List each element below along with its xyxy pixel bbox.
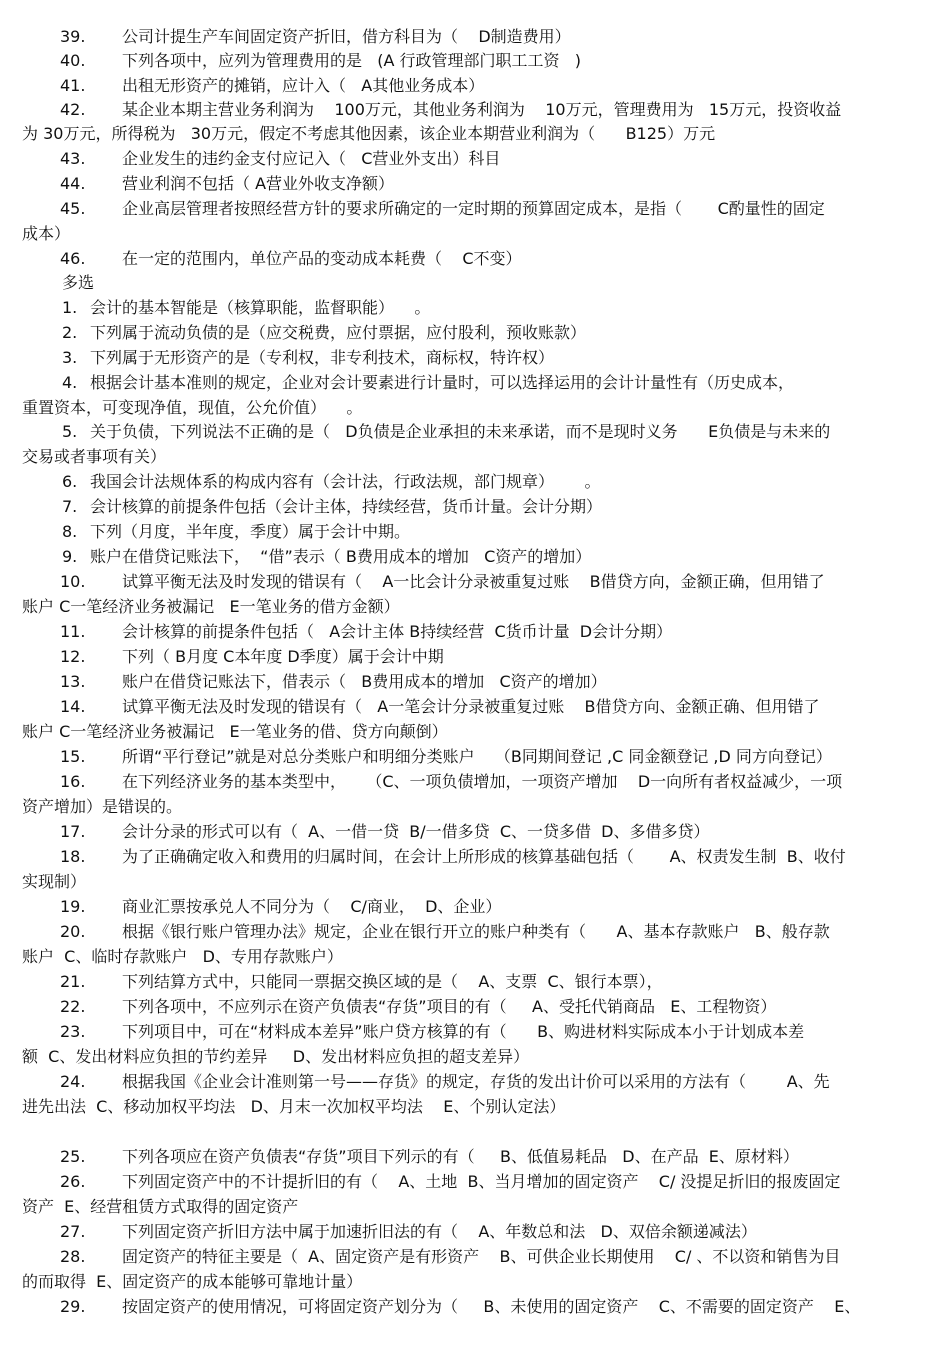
item-number: 39. — [60, 27, 86, 46]
line-text: 下列结算方式中，只能同一票据交换区域的是（ A、支票 C、银行本票）， — [122, 972, 663, 991]
item-number: 29. — [60, 1297, 86, 1316]
text-line — [22, 1096, 565, 1118]
item-number: 23. — [60, 1022, 86, 1041]
text-line — [22, 397, 362, 419]
line-text: 在一定的范围内，单位产品的变动成本耗费（ C不变） — [122, 249, 522, 268]
line-text: 额 C、发出材料应负担的节约差异 D、发出材料应负担的超支差异） — [22, 1047, 530, 1066]
text-line — [22, 946, 343, 968]
item-number: 43. — [60, 149, 86, 168]
item-number: 15. — [60, 747, 86, 766]
text-line — [60, 26, 571, 48]
text-line — [60, 846, 846, 868]
line-text: 在下列经济业务的基本类型中， （C、一项负债增加，一项资产增加 D一向所有者权益减少，一项 — [122, 772, 843, 791]
line-text: 资产增加）是错误的。 — [22, 797, 183, 816]
text-line — [60, 771, 842, 793]
line-text: 的而取得 E、固定资产的成本能够可靠地计量） — [22, 1272, 363, 1291]
text-line — [62, 421, 830, 443]
text-line — [22, 446, 166, 468]
text-line — [22, 1271, 362, 1293]
line-text: 为了正确确定收入和费用的归属时间，在会计上所形成的核算基础包括（ A、权责发生制 B、收付 — [122, 847, 846, 866]
line-text: 我国会计法规体系的构成内容有（会计法，行政法规，部门规章） 。 — [90, 472, 601, 491]
text-line — [62, 272, 94, 294]
line-text: 出租无形资产的摊销，应计入（ A其他业务成本） — [122, 76, 485, 95]
line-text: 资产 E、经营租赁方式取得的固定资产 — [22, 1197, 299, 1216]
text-line — [60, 1171, 840, 1193]
text-line — [60, 148, 500, 170]
text-line — [22, 596, 400, 618]
item-number: 24. — [60, 1072, 86, 1091]
text-line — [60, 621, 672, 643]
line-text: 下列属于流动负债的是（应交税费，应付票据，应付股利，预收账款） — [90, 323, 587, 342]
text-line — [60, 99, 841, 121]
text-line — [62, 322, 586, 344]
item-number: 12. — [60, 647, 86, 666]
item-number: 40. — [60, 51, 86, 70]
line-text: 企业高层管理者按照经营方针的要求所确定的一定时期的预算固定成本，是指（ C酌量性的固定 — [122, 199, 825, 218]
line-text: 营业利润不包括（ A营业外收支净额） — [122, 174, 395, 193]
line-text: 重置资本，可变现净值，现值，公允价值） 。 — [22, 398, 363, 417]
item-number: 20. — [60, 922, 86, 941]
line-text: 多选 — [62, 273, 95, 292]
text-line — [22, 721, 448, 743]
item-number: 22. — [60, 997, 86, 1016]
line-text: 下列各项应在资产负债表“存货”项目下列示的有（ B、低值易耗品 D、在产品 E、原材料） — [122, 1147, 799, 1166]
line-text: 会计核算的前提条件包括（ A会计主体 B持续经营 C货币计量 D会计分期） — [122, 622, 673, 641]
item-number: 41. — [60, 76, 86, 95]
text-line — [60, 1246, 840, 1268]
line-text: 账户 C一笔经济业务被漏记 E一笔业务的借、贷方向颠倒） — [22, 722, 448, 741]
text-line — [60, 571, 825, 593]
text-line — [60, 248, 522, 270]
text-line — [60, 921, 830, 943]
line-text: 交易或者事项有关） — [22, 447, 167, 466]
line-text: 下列项目中，可在“材料成本差异”账户贷方核算的有（ B、购进材料实际成本小于计划成本差 — [122, 1022, 805, 1041]
item-number: 4. — [62, 373, 78, 392]
text-line — [60, 1296, 860, 1318]
line-text: 会计核算的前提条件包括（会计主体，持续经营，货币计量。会计分期） — [90, 497, 603, 516]
line-text: 按固定资产的使用情况，可将固定资产划分为（ B、未使用的固定资产 C、不需要的固定资产 E、 — [122, 1297, 861, 1316]
item-number: 10. — [60, 572, 86, 591]
item-number: 28. — [60, 1247, 86, 1266]
item-number: 16. — [60, 772, 86, 791]
item-number: 11. — [60, 622, 86, 641]
item-number: 2. — [62, 323, 78, 342]
text-line — [60, 646, 444, 668]
item-number: 13. — [60, 672, 86, 691]
item-number: 26. — [60, 1172, 86, 1191]
item-number: 42. — [60, 100, 86, 119]
text-line — [60, 75, 484, 97]
item-number: 6. — [62, 472, 78, 491]
line-text: 根据会计基本准则的规定，企业对会计要素进行计量时，可以选择运用的会计计量性有（历史成本， — [90, 373, 795, 392]
line-text: 账户 C一笔经济业务被漏记 E一笔业务的借方金额） — [22, 597, 400, 616]
line-text: 企业发生的违约金支付应记入（ C营业外支出）科目 — [122, 149, 501, 168]
text-line — [60, 671, 607, 693]
line-text: 固定资产的特征主要是（ A、固定资产是有形资产 B、可供企业长期使用 C/ 、不以资和销售为目 — [122, 1247, 841, 1266]
line-text: 下列各项中，应列为管理费用的是 (A 行政管理部门职工工资 ) — [122, 51, 582, 70]
text-line — [62, 297, 430, 319]
text-line — [60, 746, 832, 768]
text-line — [22, 223, 70, 245]
item-number: 5. — [62, 422, 78, 441]
line-text: 账户在借贷记账法下， “借”表示（ B费用成本的增加 C资产的增加） — [90, 547, 592, 566]
line-text: 账户 C、临时存款账户 D、专用存款账户） — [22, 947, 343, 966]
item-number: 18. — [60, 847, 86, 866]
item-number: 1. — [62, 298, 78, 317]
text-line — [60, 50, 581, 72]
text-line — [22, 871, 86, 893]
text-line — [60, 1071, 830, 1093]
line-text: 关于负债，下列说法不正确的是（ D负债是企业承担的未来承诺，而不是现时义务 E负债是与未来的 — [90, 422, 831, 441]
text-line — [62, 372, 794, 394]
line-text: 所谓“平行登记”就是对总分类账户和明细分类账户 （B同期间登记 ,C 同金额登记 ,D 同方向登记） — [122, 747, 832, 766]
line-text: 下列（ B月度 C本年度 D季度）属于会计中期 — [122, 647, 444, 666]
text-line — [60, 996, 776, 1018]
line-text: 下列固定资产中的不计提折旧的有（ A、土地 B、当月增加的固定资产 C/ 没提足折旧的报废固定 — [122, 1172, 841, 1191]
item-number: 3. — [62, 348, 78, 367]
line-text: 试算平衡无法及时发现的错误有（ A一笔会计分录被重复过账 B借贷方向、金额正确、但用错了 — [122, 697, 820, 716]
item-number: 46. — [60, 249, 86, 268]
text-line — [60, 173, 394, 195]
item-number: 44. — [60, 174, 86, 193]
line-text: 下列属于无形资产的是（专利权，非专利技术，商标权，特许权） — [90, 348, 555, 367]
item-number: 17. — [60, 822, 86, 841]
text-line — [60, 1221, 757, 1243]
line-text: 根据《银行账户管理办法》规定，企业在银行开立的账户种类有（ A、基本存款账户 B、般存款 — [122, 922, 830, 941]
item-number: 7. — [62, 497, 78, 516]
item-number: 19. — [60, 897, 86, 916]
item-number: 45. — [60, 199, 86, 218]
item-number: 27. — [60, 1222, 86, 1241]
line-text: 商业汇票按承兑人不同分为（ C/商业， D、企业） — [122, 897, 502, 916]
line-text: 账户在借贷记账法下，借表示（ B费用成本的增加 C资产的增加） — [122, 672, 607, 691]
line-text: 实现制） — [22, 872, 87, 891]
text-line — [60, 821, 710, 843]
line-text: 试算平衡无法及时发现的错误有（ A一比会计分录被重复过账 B借贷方向，金额正确，但用错了 — [122, 572, 825, 591]
text-line — [60, 696, 820, 718]
text-line — [60, 1146, 799, 1168]
text-line — [62, 521, 410, 543]
text-line — [22, 123, 715, 145]
line-text: 会计分录的形式可以有（ A、一借一贷 B/一借多贷 C、一贷多借 D、多借多贷） — [122, 822, 710, 841]
item-number: 8. — [62, 522, 78, 541]
line-text: 某企业本期主营业务利润为 100万元，其他业务利润为 10万元，管理费用为 15万元，投资收益 — [122, 100, 842, 119]
text-line — [22, 1046, 529, 1068]
text-line — [62, 471, 601, 493]
text-line — [60, 896, 501, 918]
line-text: 成本） — [22, 224, 71, 243]
text-line — [62, 347, 554, 369]
text-line — [60, 1021, 804, 1043]
line-text: 会计的基本智能是（核算职能，监督职能） 。 — [90, 298, 431, 317]
line-text: 根据我国《企业会计准则第一号——存货》的规定，存货的发出计价可以采用的方法有（ A、先 — [122, 1072, 830, 1091]
line-text: 为 30万元，所得税为 30万元，假定不考虑其他因素，该企业本期营业利润为（ B125）万元 — [22, 124, 716, 143]
text-line — [22, 1196, 298, 1218]
text-line — [60, 198, 825, 220]
text-line — [60, 971, 663, 993]
line-text: 公司计提生产车间固定资产折旧，借方科目为（ D制造费用） — [122, 27, 571, 46]
line-text: 下列（月度，半年度，季度）属于会计中期。 — [90, 522, 411, 541]
item-number: 14. — [60, 697, 86, 716]
text-line — [22, 796, 182, 818]
line-text: 下列固定资产折旧方法中属于加速折旧法的有（ A、年数总和法 D、双倍余额递减法） — [122, 1222, 757, 1241]
text-line — [62, 496, 602, 518]
item-number: 9. — [62, 547, 78, 566]
item-number: 21. — [60, 972, 86, 991]
text-line — [62, 546, 591, 568]
line-text: 进先出法 C、移动加权平均法 D、月末一次加权平均法 E、个别认定法） — [22, 1097, 566, 1116]
item-number: 25. — [60, 1147, 86, 1166]
line-text: 下列各项中，不应列示在资产负债表“存货”项目的有（ A、受托代销商品 E、工程物资） — [122, 997, 777, 1016]
